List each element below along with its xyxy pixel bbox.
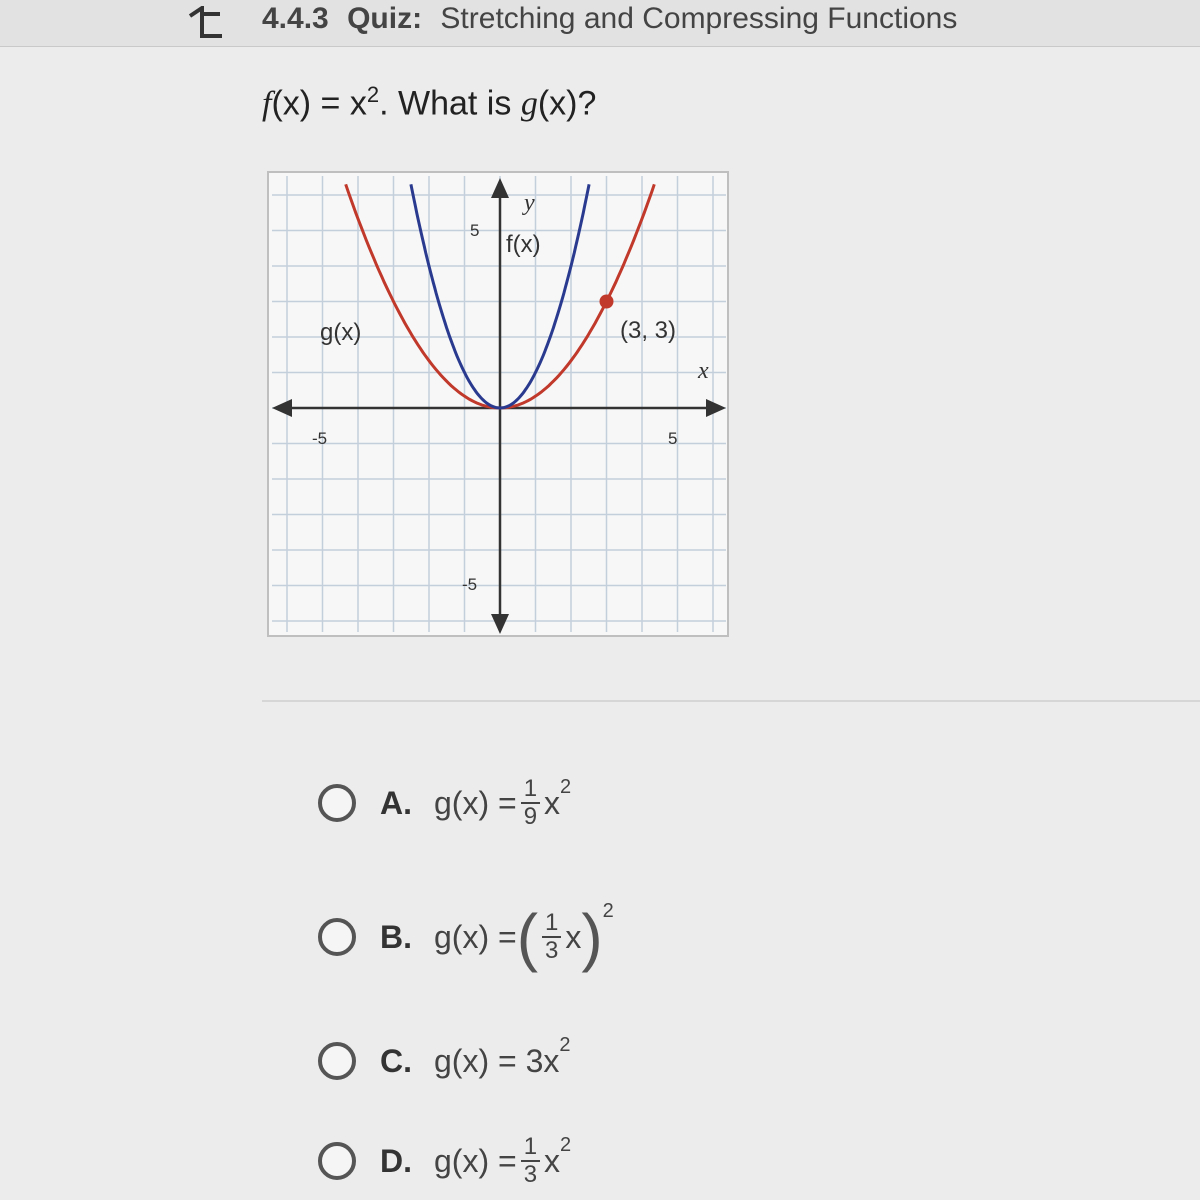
question-text: [262, 82, 596, 123]
question-rest: . What is: [379, 84, 521, 123]
choice-b-lhs: g(x) =: [434, 918, 517, 955]
question-exp: 2: [366, 82, 380, 107]
point-label: (3, 3): [620, 317, 677, 344]
quiz-label: Quiz:: [347, 2, 423, 35]
choice-a-num: 1: [523, 775, 538, 802]
choice-b-radio[interactable]: [318, 918, 356, 956]
choice-d-den: 3: [521, 1160, 540, 1188]
choice-b-letter: B.: [380, 918, 412, 955]
choice-c[interactable]: [318, 1026, 571, 1096]
tick-label-x-pos: 5: [668, 429, 678, 448]
g-point: [600, 295, 614, 309]
choice-d-fraction: [521, 1134, 540, 1188]
choice-d-expression: [434, 1134, 571, 1188]
choice-a-radio[interactable]: [318, 784, 356, 822]
choice-d-letter: D.: [380, 1142, 412, 1179]
choice-c-letter: C.: [380, 1042, 412, 1079]
choice-d-x: x: [544, 1142, 561, 1179]
choice-b-right-paren: ): [581, 901, 603, 973]
choice-c-radio[interactable]: [318, 1042, 356, 1080]
choice-a-exp: 2: [560, 775, 572, 798]
choice-b-num: 1: [545, 909, 559, 936]
choice-a-fraction: [521, 776, 540, 830]
question-g: g: [520, 85, 538, 123]
choice-b[interactable]: [318, 899, 614, 973]
back-arrow-icon[interactable]: [182, 6, 228, 40]
choice-c-lhs: g(x) = 3x: [434, 1042, 560, 1079]
f-label: f(x): [506, 231, 541, 258]
quiz-title: [262, 2, 957, 36]
choice-d[interactable]: [318, 1126, 571, 1196]
quiz-header: [0, 0, 1200, 47]
quiz-title-text: Stretching and Compressing Functions: [440, 2, 958, 35]
choice-a[interactable]: [318, 768, 571, 838]
question-eq: (x) = x: [271, 84, 367, 123]
choice-b-exp: 2: [602, 899, 614, 922]
choice-d-radio[interactable]: [318, 1142, 356, 1180]
choice-b-fraction: [542, 910, 561, 964]
choice-b-expression: [434, 899, 614, 973]
x-axis-label: x: [698, 358, 709, 384]
choice-d-num: 1: [523, 1133, 538, 1160]
tick-label-x-neg: -5: [312, 429, 328, 448]
divider: [262, 700, 1200, 702]
choice-a-lhs: g(x) =: [434, 784, 517, 821]
g-label: g(x): [320, 319, 362, 346]
choice-b-den: 3: [542, 936, 561, 964]
choice-d-lhs: g(x) =: [434, 1142, 517, 1179]
choice-c-expression: [434, 1033, 571, 1080]
choice-a-den: 9: [521, 802, 540, 830]
choice-a-x: x: [544, 784, 561, 821]
choice-a-expression: [434, 776, 571, 830]
question-f: f: [262, 85, 272, 123]
graph-svg: [266, 170, 732, 640]
y-axis-label: y: [524, 190, 535, 216]
tick-label-y-neg: -5: [462, 575, 478, 594]
graph: [266, 170, 732, 640]
choice-b-left-paren: (: [516, 901, 538, 973]
question-tail: (x)?: [537, 84, 597, 123]
choice-d-exp: 2: [560, 1133, 572, 1156]
tick-label-y-pos: 5: [470, 221, 480, 240]
choice-a-letter: A.: [380, 784, 412, 821]
choice-b-x: x: [565, 918, 582, 955]
quiz-number: 4.4.3: [262, 2, 329, 35]
choice-c-exp: 2: [559, 1033, 571, 1056]
